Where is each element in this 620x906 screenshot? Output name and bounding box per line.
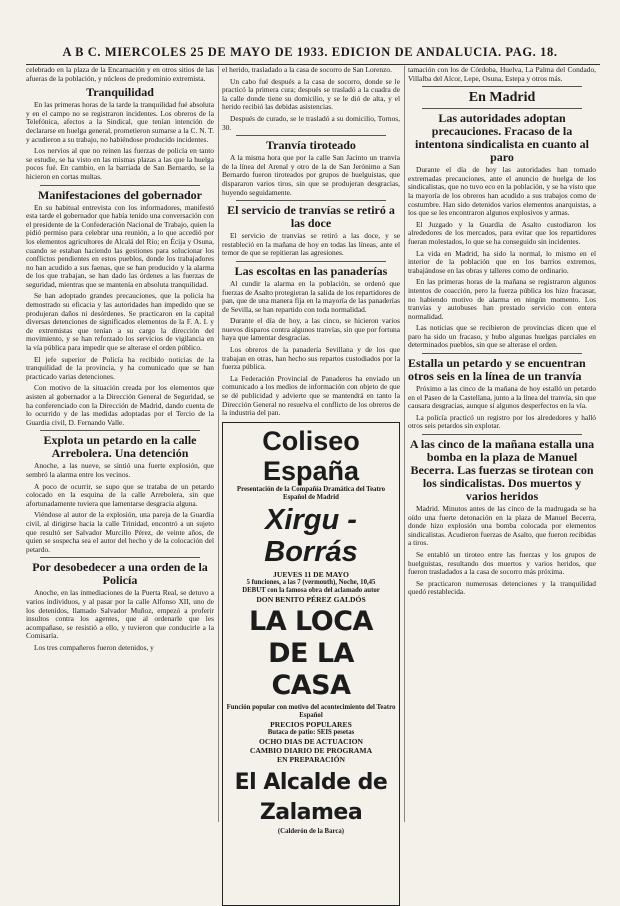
theatre-advertisement [222, 422, 400, 906]
headline-servicio: El servicio de tranvías se retiró a las doce [227, 203, 395, 231]
ad-prices: Butaca de patio: SEIS pesetas [267, 728, 355, 736]
headline-tranvia: Tranvía tiroteado [266, 138, 356, 153]
headline-autoridades: Las autoridades adoptan precauciones. Fracaso de la intentona sindicalista en cuanto al paro [414, 111, 590, 165]
ad-next: EN PREPARACIÓN [277, 754, 345, 764]
section-divider [422, 353, 582, 354]
article-text: Al cundir la alarma en la población, se ordenó que fuerzas de Asalto protegieran la salida de los repartidores de pan, que de una manera fija en la mayoría de las panaderías de Sevilla, se han repartido con toda normalidad. [222, 278, 400, 314]
article-text: La policía practicó un registro por los alrededores y halló otros seis petardos sin explotar. [408, 412, 596, 431]
section-divider [422, 108, 582, 109]
article-text: Durante el día de hoy, a las cinco, se hicieron varios nuevos disparos contra algunos tranvías, sin que por fortuna haya que lamentar desgracias. [222, 316, 400, 343]
ad-date: JUEVES 11 DE MAYO [273, 569, 349, 579]
article-text: En las primeras horas de la mañana se registraron algunos intentos de coacción, pero la fuerza pública los hizo fracasar, no habiendo motivo de alarma en ningún momento. Los tranvías y autobuses han prestado servicio con entera normalidad. [408, 277, 596, 321]
ad-debut: DEBUT con la famosa obra del aclamado autor [242, 586, 380, 594]
ad-note: Función popular con motivo del acontecimiento del Teatro Español [226, 703, 396, 719]
headline-desobedecer: Por desobedecer a una orden de la Policía [32, 560, 208, 588]
headline-manifestaciones: Manifestaciones del gobernador [38, 187, 202, 202]
headline-tranquilidad: Tranquilidad [86, 85, 154, 100]
column-divider [218, 66, 219, 822]
article-text: Se entabló un tiroteo entre las fuerzas y los grupos de huelguistas, resultando dos muertos y varios heridos, que fueron trasladados a la casa de socorro más próxima. [408, 550, 596, 577]
ad-author: DON BENITO PÉREZ GALDÓS [256, 594, 366, 604]
article-text: Después de curado, se le trasladó a su domicilio, Tornos, 30. [222, 113, 400, 132]
article-text: Con motivo de la situación creada por los elementos que asisten al gobernador a la Dirección General de Seguridad, se ha conferenciado con la Dirección de Madrid, dando cuenta de lo ocurrido y de las medidas adoptadas por el Tercio de la Guardia civil, D. Fernando Valle. [26, 383, 214, 427]
article-text: el herido, trasladado a la casa de socorro de San Lorenzo. [222, 65, 392, 74]
article-text: El jefe superior de Policía ha recibido noticias de la tranquilidad de la provincia, y ha comunicado que se han practicado varias detenciones. [26, 354, 214, 381]
article-text: Los nervios al que no reinen las fuerzas de policía en tanto se estudie, se ha visto en las mismas plazas a las que la huelga pocos fué. En cambio, en la barriada de San Bernardo, se la hicieron en cortas multas. [26, 146, 214, 181]
ad-times: 5 funciones, a las 7 (vermouth), Noche, 10,45 [246, 578, 376, 586]
section-divider [236, 261, 386, 262]
article-text: Durante el día de hoy las autoridades han tomado extremadas precauciones, ante el anuncio de huelga de los sindicalistas, que no tuvo eco en la población, y se ha visto que la mayoría de los obreros han acudido a sus trabajos como de costumbre. Han sido detenidos varios elementos anarquistas, a los que se les encontraron algunos explosivos y armas. [408, 165, 596, 218]
article-text: Los obreros de la panadería Sevillana y de los que trabajan en otras, han hecho sus repartos custodiados por la fuerza pública. [222, 345, 400, 372]
article-text: Anoche, en las inmediaciones de la Puerta Real, se detuvo a varios individuos, y al pasar por la calle Alfonso XII, uno de los detenidos, llamado Salvador Muñoz, empezó a proferir insultos contra los agentes, que al ordenarle que les acompañase, se resistió a ello, y tuvieron que conducirle a la Comisaría. [26, 588, 214, 641]
ad-prices-label: PRECIOS POPULARES [270, 719, 352, 729]
section-divider [40, 430, 200, 431]
ad-author-2: (Calderón de la Barca) [277, 827, 345, 835]
article-text: Los tres compañeros fueron detenidos, y [34, 642, 154, 652]
column-divider [404, 66, 405, 822]
ad-company-name: Xirgu - Borrás [264, 503, 358, 568]
article-text: tamación con los de Córdoba, Huelva, La Palma del Condado, Villalba del Alcor, Lepe, Osuna, Estepa y otros más. [408, 65, 596, 83]
article-text: El servicio de tranvías se retiró a las doce, y se restableció en la mañana de hoy en todas las líneas, ante el temor de que se repitieran las agresiones. [222, 231, 400, 258]
ad-program: CAMBIO DIARIO DE PROGRAMA [249, 745, 373, 755]
article-text: Próximo a las cinco de la mañana de hoy estalló un petardo en el Paseo de la Castellana, junto a la línea del tranvía, sin que causara desgracias, aunque sí algunos desperfectos en la vía. [408, 384, 596, 411]
ad-theatre-name: Coliseo España [262, 425, 360, 486]
article-text: Las noticias que se recibieron de provincias dicen que el paro ha sido un fracaso, y hubo algunas huelgas parciales en determinados pueblos, sin que se alterase el orden. [408, 323, 596, 350]
ad-play-title-2: El Alcalde de Zalamea [234, 769, 388, 825]
article-text: En su habitual entrevista con los informadores, manifestó esta tarde el gobernador que había tenido una conversación con el presidente de la Confederación Nacional de Trabajo, quien la pidió permiso para celebrar una reunión, a lo que accedió por los elementos agricultores de Alcalá del Río; en Écija y Osuna, cuando se estaban haciendo las gestiones para solucionar los conflictos pendientes en estos pueblos, donde los trabajadores no han acudido a sus faenas, que se han producido y la alarma de los que trabajan, se han dado las órdenes a las fuerzas de seguridad, mientras que se mantenía en absoluta tranquilidad. [26, 202, 214, 289]
section-divider [236, 200, 386, 201]
article-text: celebrado en la plaza de la Encarnación y en otros sitios de las afueras de la población, y núcleos de predominio extremista. [26, 65, 214, 83]
section-divider [422, 86, 582, 87]
section-divider [422, 434, 582, 435]
section-divider [236, 135, 386, 136]
headline-escoltas: Las escoltas en las panaderías [234, 263, 388, 278]
article-text: Anoche, a las nueve, se sintió una fuerte explosión, que sembró la alarma entre los vecinos. [26, 461, 214, 479]
column-middle [222, 65, 400, 835]
article-text: Madrid. Minutos antes de las cinco de la madrugada se ha oído una fuerte detonación en la plaza de Manuel Becerra, donde hizo explosión una bomba colocada por elementos sindicalistas. Acudieron fuerzas de Asalto, que fueron recibidas a tiros. [408, 504, 596, 548]
article-text: La Federación Provincial de Panaderos ha enviado un comunicado a los medios de información con objeto de que se dé publicidad y advierte que se mantendrá en tanto la Dirección General no resuelva el conflicto de los obreros de la industria del pan. [222, 373, 400, 418]
article-text: Se practicaron numerosas detenciones y la tranquilidad quedó restablecida. [408, 578, 596, 597]
article-text: A poco de ocurrir, se supo que se trataba de un petardo colocado en la esquina de la calle Arrebolera, sin que afortunadamente tuviera que lamentarse desgracia alguna. [26, 481, 214, 508]
section-divider [40, 557, 200, 558]
article-text: El Juzgado y la Guardia de Asalto custodiaron los alrededores de los mercados, para evitar que los repartidores fueran molestados, lo que se ha conseguido sin incidentes. [408, 219, 596, 246]
ad-presentation: Presentación de la Compañía Dramática del Teatro Español de Madrid [236, 485, 386, 501]
column-left [26, 66, 214, 824]
headline-petardo: Explota un petardo en la calle Arrebolera. Una detención [43, 433, 197, 461]
article-text: Viéndose al autor de la explosión, una pareja de la Guardia civil, al dirigirse hacia la calle Trinidad, encontró a un sujeto que resultó ser Salvador Murcillo Pérez, de veinte años, de quien se sospecha sea el autor del hecho y de la colocación del petardo. [26, 510, 214, 554]
article-text: Un cabo fué después a la casa de socorro, donde se le practicó la primera cura; después se trasladó a la cuadra de la calle donde tiene su domicilio, y se le dió de alta, y el herido recibió las debidas asistencias. [222, 76, 400, 112]
column-right [408, 66, 596, 824]
page-header: A B C. MIERCOLES 25 DE MAYO DE 1933. EDICION DE ANDALUCIA. PAG. 18. [62, 45, 558, 59]
article-text: A la misma hora que por la calle San Jacinto un tranvía de la línea del Arenal y otro de la de San Jerónimo a San Bernardo fueron tiroteados por grupos de huelguistas, que dispararon varios tiros, sin que se produjeran desgracias, huyendo seguidamente. [222, 153, 400, 197]
headline-estalla: Estalla un petardo y se encuentran otros seis en la línea de un tranvía [408, 356, 586, 384]
ad-play-title: LA LOCA DE LA CASA [249, 605, 373, 701]
section-divider [40, 185, 200, 186]
article-text: La vida en Madrid, ha sido la normal, lo mismo en el interior de la población que en los barrios extremos, trabajándose en las obras y talleres como de ordinario. [408, 248, 596, 275]
ad-days: OCHO DIAS DE ACTUACION [258, 736, 363, 746]
headline-cinco: A las cinco de la mañana estalla una bomba en la plaza de Manuel Becerra. Las fuerzas se tirotean con los sindicalistas. Dos muertos y varios heridos [409, 437, 595, 504]
article-text: Se han adoptado grandes precauciones, que la policía ha demostrado su eficacia y las autoridades han impedido que se produjeran daños ni desórdenes. Se practicaron en la capital diversas detenciones de significados elementos de la F. A. I. y de extremistas que tenían a su cargo la dirección del movimiento, y se han reforzado los servicios de vigilancia en la vía pública para impedir que se alterase el orden público. [26, 291, 214, 353]
headline-madrid: En Madrid [468, 90, 536, 106]
article-text: En las primeras horas de la tarde la tranquilidad fué absoluta y en el campo no se registraron incidentes. Los obreros de la Telefónica, afectos a la Sindical, que tenían intención de declararse en huelga general, prometieron sumarse a la C. N. T. y acudieron a su trabajo, no habiéndose producido incidentes. [26, 100, 214, 144]
